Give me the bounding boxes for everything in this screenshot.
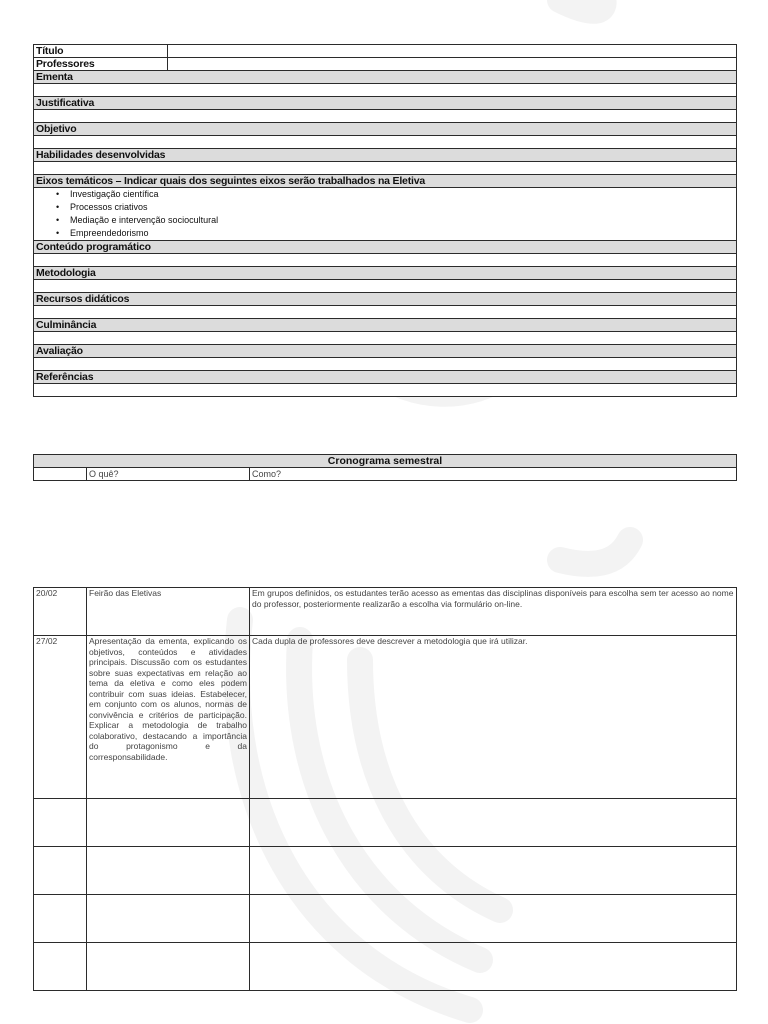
table-row <box>34 847 737 895</box>
row-what[interactable] <box>87 943 250 991</box>
ementa-heading: Ementa <box>34 71 737 84</box>
objetivo-field[interactable] <box>34 136 737 149</box>
row-date[interactable] <box>34 847 87 895</box>
titulo-row <box>34 45 737 58</box>
column-header-how: Como? <box>250 468 737 481</box>
metodologia-field[interactable] <box>34 280 737 293</box>
referencias-heading: Referências <box>34 371 737 384</box>
culminancia-field[interactable] <box>34 332 737 345</box>
row-how[interactable] <box>250 847 737 895</box>
eixos-heading: Eixos temáticos – Indicar quais dos seguintes eixos serão trabalhados na Eletiva <box>34 175 737 188</box>
list-item: • Empreendedorismo <box>70 227 734 240</box>
row-date[interactable] <box>34 799 87 847</box>
ementa-field[interactable] <box>34 84 737 97</box>
row-date[interactable] <box>34 943 87 991</box>
referencias-field[interactable] <box>34 384 737 397</box>
table-row <box>34 588 737 636</box>
titulo-field[interactable] <box>168 45 737 58</box>
table-row <box>34 895 737 943</box>
habilidades-field[interactable] <box>34 162 737 175</box>
justificativa-heading: Justificativa <box>34 97 737 110</box>
cronograma-title: Cronograma semestral <box>34 455 737 468</box>
eixos-list-cell <box>34 188 737 241</box>
row-how[interactable] <box>250 943 737 991</box>
objetivo-heading: Objetivo <box>34 123 737 136</box>
eixos-list <box>36 188 734 240</box>
recursos-heading: Recursos didáticos <box>34 293 737 306</box>
table-row <box>34 799 737 847</box>
row-what[interactable] <box>87 847 250 895</box>
list-item: • Investigação científica <box>70 188 734 201</box>
justificativa-field[interactable] <box>34 110 737 123</box>
cronograma-table <box>33 587 737 991</box>
row-date: 27/02 <box>34 636 87 799</box>
table-row <box>34 943 737 991</box>
professores-field[interactable] <box>168 58 737 71</box>
row-what: Feirão das Eletivas <box>87 588 250 636</box>
row-date[interactable] <box>34 895 87 943</box>
metodologia-heading: Metodologia <box>34 267 737 280</box>
list-item: • Mediação e intervenção sociocultural <box>70 214 734 227</box>
professores-label: Professores <box>34 58 168 71</box>
avaliacao-field[interactable] <box>34 358 737 371</box>
table-row <box>34 636 737 799</box>
row-how: Em grupos definidos, os estudantes terão acesso as ementas das disciplinas disponíveis para escolha sem ter acesso ao nome do professor, posteriormente realizarão a escolha via formulário on-line. <box>250 588 737 636</box>
column-header-what: O quê? <box>87 468 250 481</box>
habilidades-heading: Habilidades desenvolvidas <box>34 149 737 162</box>
cronograma-header-table <box>33 454 737 481</box>
conteudo-heading: Conteúdo programático <box>34 241 737 254</box>
row-date: 20/02 <box>34 588 87 636</box>
culminancia-heading: Culminância <box>34 319 737 332</box>
recursos-field[interactable] <box>34 306 737 319</box>
row-what[interactable] <box>87 895 250 943</box>
list-item: • Processos criativos <box>70 201 734 214</box>
professores-row <box>34 58 737 71</box>
conteudo-field[interactable] <box>34 254 737 267</box>
row-how[interactable] <box>250 799 737 847</box>
row-what[interactable] <box>87 799 250 847</box>
titulo-label: Título <box>34 45 168 58</box>
column-header-date <box>34 468 87 481</box>
planning-form <box>33 44 737 397</box>
avaliacao-heading: Avaliação <box>34 345 737 358</box>
row-what: Apresentação da ementa, explicando os objetivos, conteúdos e atividades principais. Discussão com os estudantes sobre suas expectativas em relação ao tema da eletiva e como eles podem contribuir com suas ideias. Estabelecer, em conjunto com os alunos, normas de convivência e critérios de participação. Explicar a metodologia de trabalho colaborativo, destacando a importância do protagonismo e da corresponsabilidade. <box>87 636 250 799</box>
row-how: Cada dupla de professores deve descrever a metodologia que irá utilizar. <box>250 636 737 799</box>
row-how[interactable] <box>250 895 737 943</box>
